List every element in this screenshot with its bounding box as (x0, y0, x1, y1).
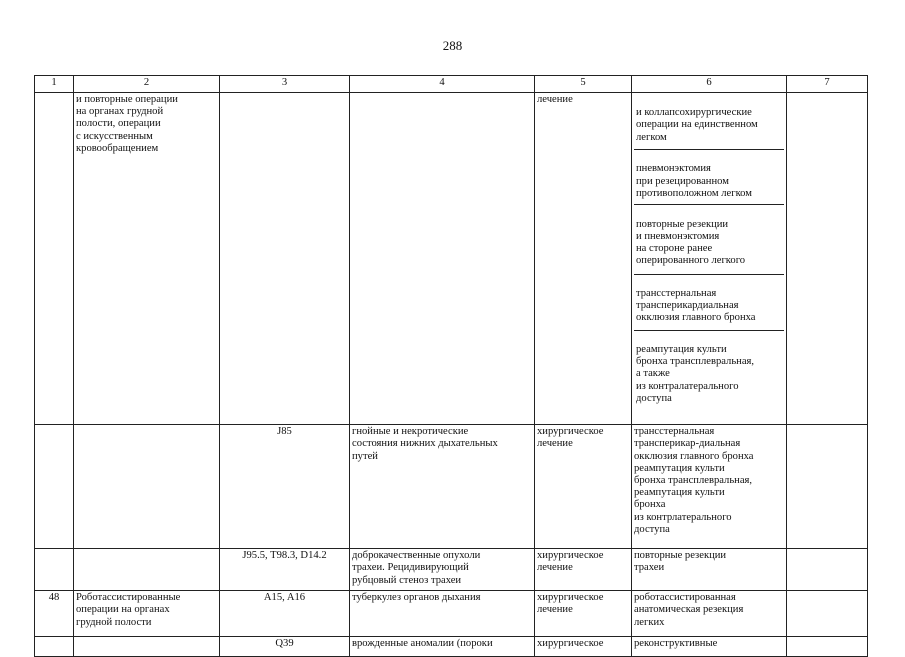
table-row (35, 549, 868, 591)
treatment-type: хирургическое лечение (535, 591, 632, 637)
column-header: 7 (787, 76, 868, 93)
table-header-row (35, 76, 868, 93)
page-number: 288 (442, 38, 463, 53)
diagnosis: туберкулез органов дыхания (350, 591, 535, 637)
diagnosis (350, 93, 535, 425)
funding-norm (787, 549, 868, 591)
method-item: трансстернальная трансперикардиальная окклюзия главного бронха (634, 287, 784, 331)
treatment-type: лечение (535, 93, 632, 425)
row-number (35, 549, 74, 591)
column-header: 4 (350, 76, 535, 93)
funding-norm (787, 93, 868, 425)
operation-group (74, 425, 220, 549)
diagnosis: врожденные аномалии (пороки (350, 637, 535, 657)
diagnosis: доброкачественные опухоли трахеи. Рецидивирующий рубцовый стеноз трахеи (350, 549, 535, 591)
treatment-method: роботассистированная анатомическая резекция легких (632, 591, 787, 637)
icd-code: J85 (220, 425, 350, 549)
treatment-method: трансстернальная трансперикар-диальная окклюзия главного бронха реампутация культи бронха трансплевральная, реампутация культи бронха из контрлатерального доступа (632, 425, 787, 549)
icd-code: A15, A16 (220, 591, 350, 637)
method-item: пневмонэктомия при резецированном противоположном легком (634, 162, 784, 205)
operation-group: Роботассистированные операции на органах грудной полости (74, 591, 220, 637)
treatment-method: повторные резекции трахеи (632, 549, 787, 591)
diagnosis: гнойные и некротические состояния нижних дыхательных путей (350, 425, 535, 549)
treatment-method: реконструктивные (632, 637, 787, 657)
icd-code: J95.5, T98.3, D14.2 (220, 549, 350, 591)
method-item: реампутация культи бронха транcплевральная, а также из контралатерального доступа (636, 344, 755, 404)
method-item: и коллапсохирургические операции на единственном легком (634, 106, 784, 150)
column-header: 6 (632, 76, 787, 93)
table-row (35, 425, 868, 549)
column-header: 2 (74, 76, 220, 93)
column-header: 3 (220, 76, 350, 93)
procedures-table (34, 75, 868, 657)
column-header: 1 (35, 76, 74, 93)
icd-code: Q39 (220, 637, 350, 657)
method-item: повторные резекции и пневмонэктомия на стороне ранее oперированного легкого (634, 218, 784, 275)
row-number (35, 93, 74, 425)
treatment-type: хирургическое (535, 637, 632, 657)
treatment-type: хирургическое лечение (535, 549, 632, 591)
method-list (632, 93, 787, 425)
table-row (35, 93, 868, 425)
operation-group (74, 549, 220, 591)
treatment-type: хирургическое лечение (535, 425, 632, 549)
icd-code (220, 93, 350, 425)
column-header: 5 (535, 76, 632, 93)
funding-norm (787, 425, 868, 549)
operation-group: и повторные операции на органах грудной полости, операции с искусственным кровообращением (74, 93, 220, 425)
table-row (35, 591, 868, 637)
row-number: 48 (35, 591, 74, 637)
row-number (35, 425, 74, 549)
funding-norm (787, 591, 868, 637)
